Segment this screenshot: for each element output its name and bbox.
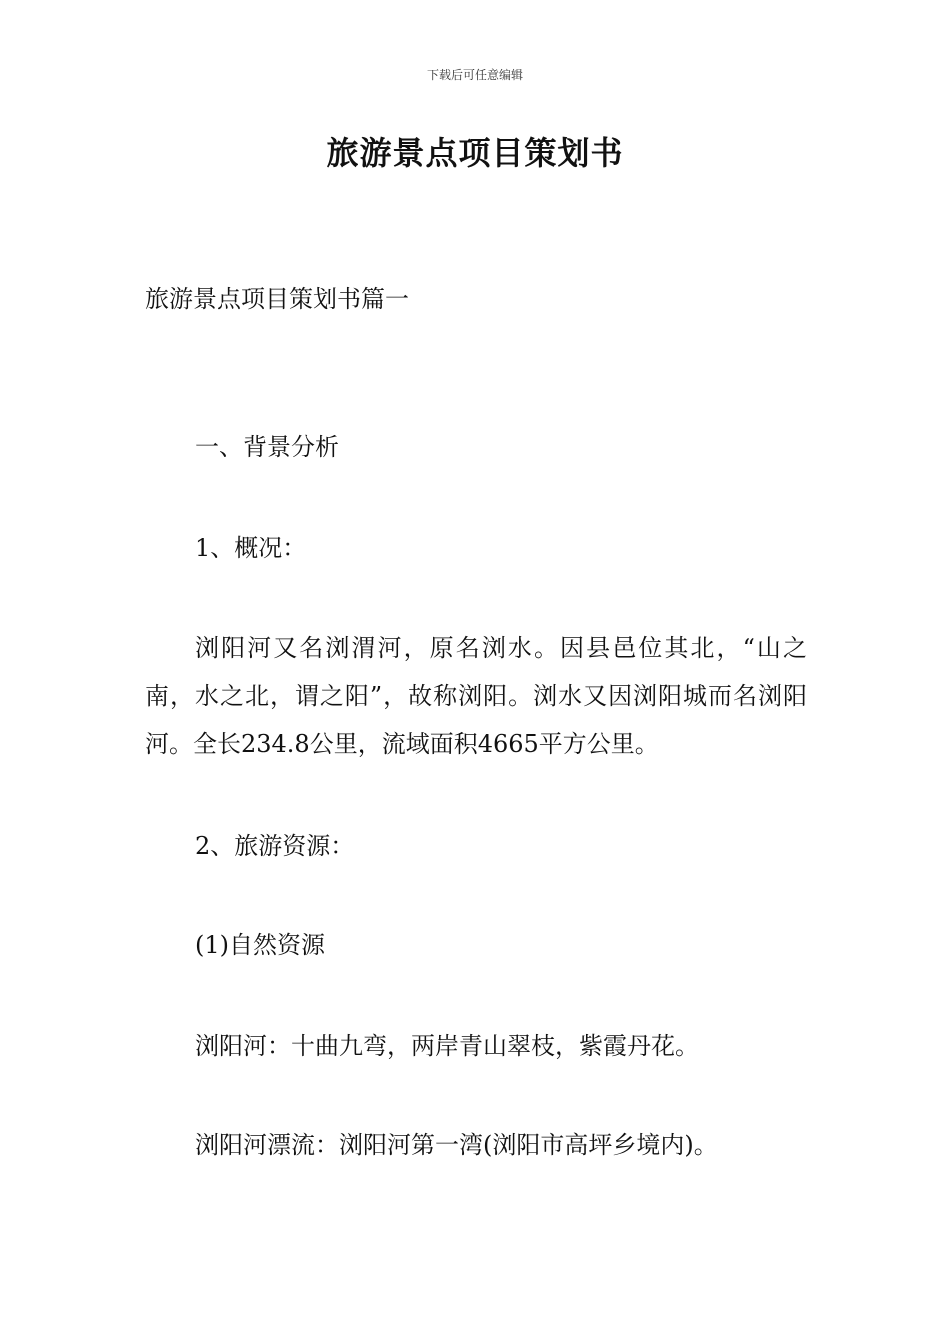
document-subtitle: 旅游景点项目策划书篇一 (145, 285, 409, 313)
document-title: 旅游景点项目策划书 (326, 134, 624, 172)
item-heading-tourism-resources: 2、旅游资源： (195, 832, 355, 860)
paragraph-overview: 浏阳河又名浏渭河，原名浏水。因县邑位其北，“山之南，水之北，谓之阳”，故称浏阳。浏水又因浏阳城而名浏阳河。全长234.8公里，流域面积4665平方公里。 (145, 634, 807, 758)
header-note: 下载后可任意编辑 (426, 68, 523, 82)
text-line-river: 浏阳河：十曲九弯，两岸青山翠枝，紫霞丹花。 (195, 1032, 699, 1060)
text-line-rafting: 浏阳河漂流：浏阳河第一湾(浏阳市高坪乡境内)。 (195, 1131, 718, 1159)
sub-item-natural-resources: (1)自然资源 (195, 931, 325, 959)
section-heading-background: 一、背景分析 (195, 433, 339, 461)
item-heading-overview: 1、概况： (195, 534, 307, 562)
